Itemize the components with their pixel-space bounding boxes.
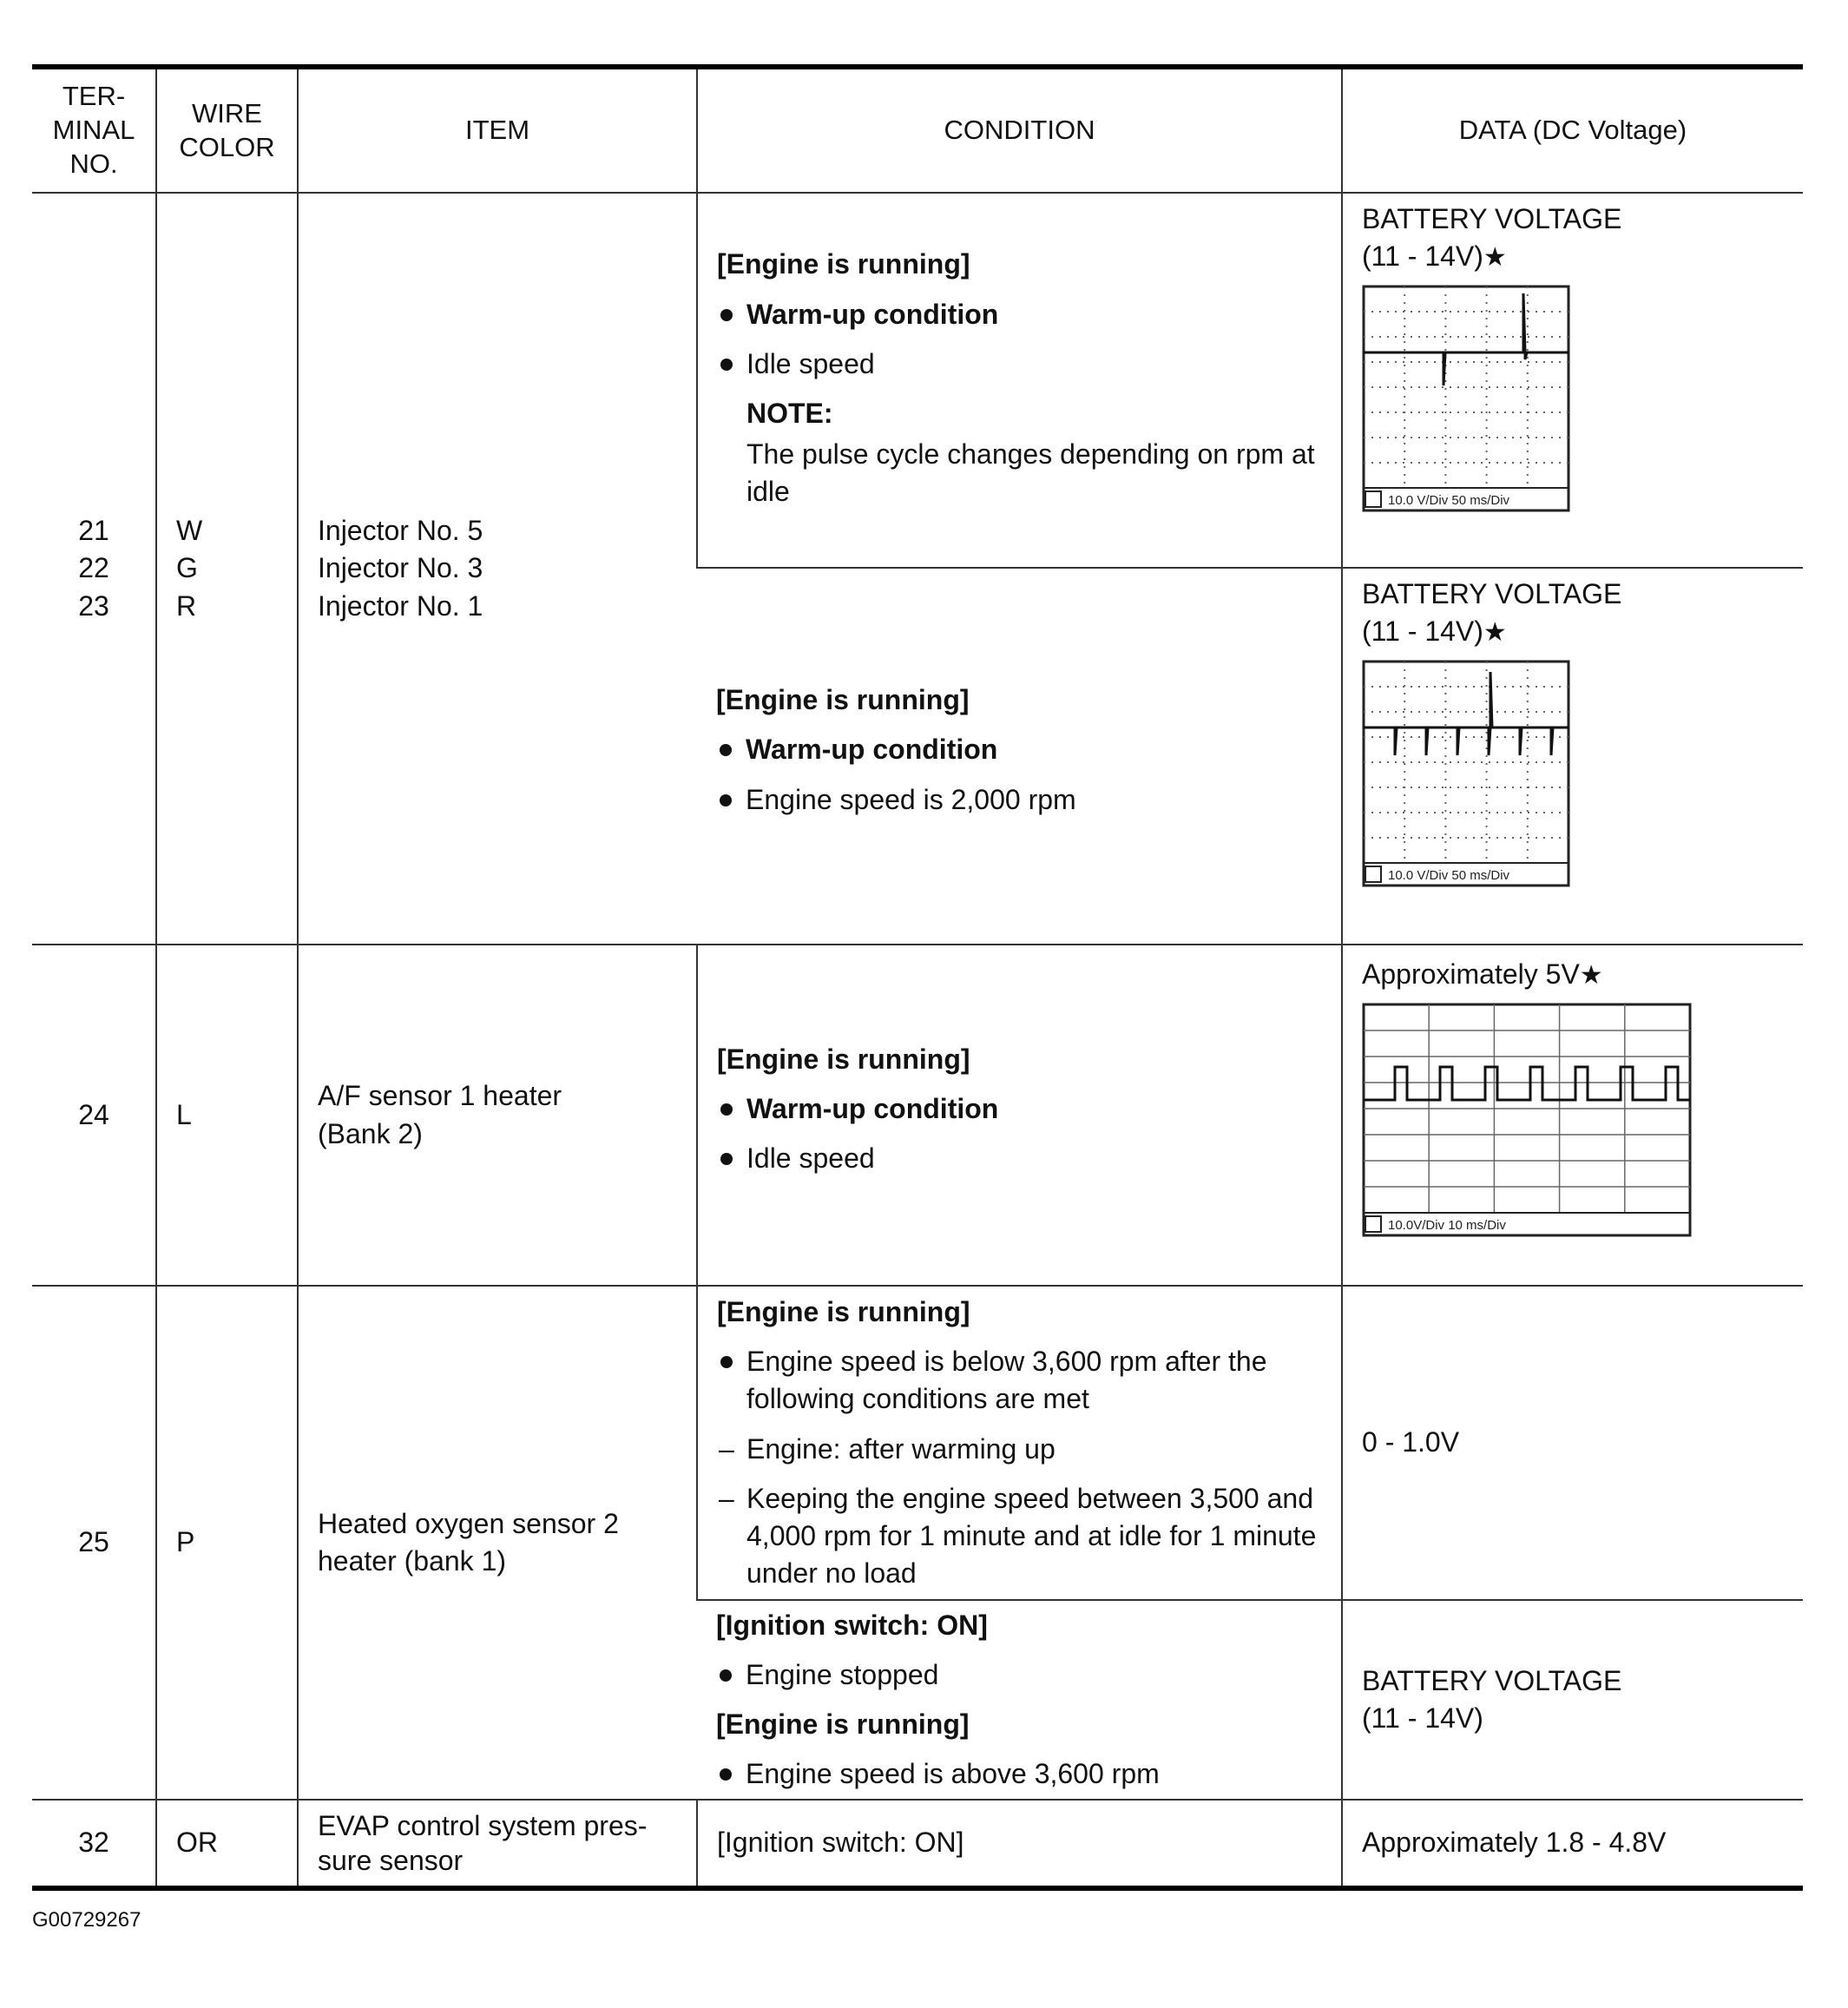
condition-bullet: Engine speed is 2,000 rpm bbox=[716, 781, 1322, 819]
condition-heading: [Engine is running] bbox=[716, 684, 970, 716]
header-data: DATA (DC Voltage) bbox=[1342, 67, 1803, 193]
scope-scale-label: 10.0V/Div 10 ms/Div bbox=[1388, 1217, 1506, 1233]
condition-heading: [Ignition switch: ON] bbox=[716, 1609, 988, 1641]
star-icon: ★ bbox=[1483, 618, 1507, 648]
data-text: Approximately 5V bbox=[1362, 958, 1580, 990]
condition-cell: [Ignition switch: ON] bbox=[697, 1800, 1342, 1888]
condition-bullet: Engine speed is below 3,600 rpm after the following conditions are met bbox=[717, 1343, 1322, 1418]
condition-bullet: Warm-up condition bbox=[717, 296, 1322, 333]
item-cell: EVAP control system pres- sure sensor bbox=[298, 1800, 697, 1888]
item-cell: Injector No. 5 Injector No. 3 Injector No. 1 bbox=[298, 193, 697, 945]
data-text: BATTERY VOLTAGE bbox=[1362, 203, 1622, 234]
condition-heading: [Engine is running] bbox=[717, 248, 970, 280]
oscilloscope-waveform bbox=[1362, 285, 1570, 512]
star-icon: ★ bbox=[1483, 243, 1507, 273]
header-wire-color: WIRE COLOR bbox=[156, 67, 298, 193]
header-terminal: TER- MINAL NO. bbox=[32, 67, 156, 193]
wire-color-cell: P bbox=[156, 1286, 298, 1800]
wire-color-cell: W G R bbox=[156, 193, 298, 945]
terminal-cell: 25 bbox=[32, 1286, 156, 1800]
wire-color-cell: OR bbox=[156, 1800, 298, 1888]
data-cell: 0 - 1.0V bbox=[1342, 1286, 1803, 1600]
data-cell bbox=[1342, 568, 1803, 945]
figure-code: G00729267 bbox=[32, 1908, 141, 1932]
ecm-terminal-table bbox=[32, 64, 1803, 1891]
condition-cell bbox=[697, 1286, 1342, 1600]
condition-bullet: Warm-up condition bbox=[716, 731, 1322, 768]
condition-dash-item: – Keeping the engine speed between 3,500 and 4,000 rpm for 1 minute and at idle for 1 minute under no load bbox=[717, 1480, 1322, 1593]
header-item: ITEM bbox=[298, 67, 697, 193]
item-cell: A/F sensor 1 heater (Bank 2) bbox=[298, 945, 697, 1286]
header-row bbox=[32, 67, 1803, 193]
data-cell bbox=[1342, 193, 1803, 568]
condition-cell bbox=[697, 945, 1342, 1286]
note-title: NOTE: bbox=[746, 398, 833, 429]
condition-cell bbox=[697, 1600, 1342, 1800]
table-row bbox=[32, 1286, 1803, 1600]
condition-bullet: Idle speed bbox=[717, 346, 1322, 383]
data-cell: Approximately 1.8 - 4.8V bbox=[1342, 1800, 1803, 1888]
table-row bbox=[32, 945, 1803, 1286]
condition-dash-item: – Engine: after warming up bbox=[717, 1431, 1322, 1468]
condition-heading: [Engine is running] bbox=[717, 1043, 970, 1075]
terminal-cell: 32 bbox=[32, 1800, 156, 1888]
condition-bullet: Warm-up condition bbox=[717, 1090, 1322, 1128]
note-text: The pulse cycle changes depending on rpm at idle bbox=[746, 438, 1315, 508]
scope-frame bbox=[1364, 286, 1568, 510]
scope-scale-label: 10.0 V/Div 50 ms/Div bbox=[1388, 867, 1510, 883]
condition-heading: [Engine is running] bbox=[717, 1296, 970, 1327]
wire-color-cell: L bbox=[156, 945, 298, 1286]
table-row bbox=[32, 193, 1803, 568]
star-icon: ★ bbox=[1579, 961, 1603, 990]
data-cell: BATTERY VOLTAGE (11 - 14V) bbox=[1342, 1600, 1803, 1800]
scope-scale-label: 10.0 V/Div 50 ms/Div bbox=[1388, 492, 1510, 508]
terminal-cell: 21 22 23 bbox=[32, 193, 156, 945]
data-cell bbox=[1342, 945, 1803, 1286]
table-row bbox=[32, 1800, 1803, 1888]
condition-heading: [Engine is running] bbox=[716, 1708, 970, 1740]
header-condition: CONDITION bbox=[697, 67, 1342, 193]
scope-frame bbox=[1364, 662, 1568, 885]
oscilloscope-waveform bbox=[1362, 660, 1570, 887]
data-text: BATTERY VOLTAGE bbox=[1362, 578, 1622, 609]
terminal-cell: 24 bbox=[32, 945, 156, 1286]
scope-frame bbox=[1364, 1004, 1690, 1235]
data-text: (11 - 14V) bbox=[1362, 616, 1483, 648]
oscilloscope-waveform bbox=[1362, 1003, 1692, 1237]
condition-bullet: Idle speed bbox=[717, 1140, 1322, 1177]
condition-bullet: Engine stopped bbox=[716, 1656, 1322, 1694]
condition-bullet: Engine speed is above 3,600 rpm bbox=[716, 1755, 1322, 1793]
data-text: (11 - 14V) bbox=[1362, 240, 1483, 273]
item-cell: Heated oxygen sensor 2 heater (bank 1) bbox=[298, 1286, 697, 1800]
condition-cell bbox=[697, 568, 1342, 945]
condition-cell bbox=[697, 193, 1342, 568]
